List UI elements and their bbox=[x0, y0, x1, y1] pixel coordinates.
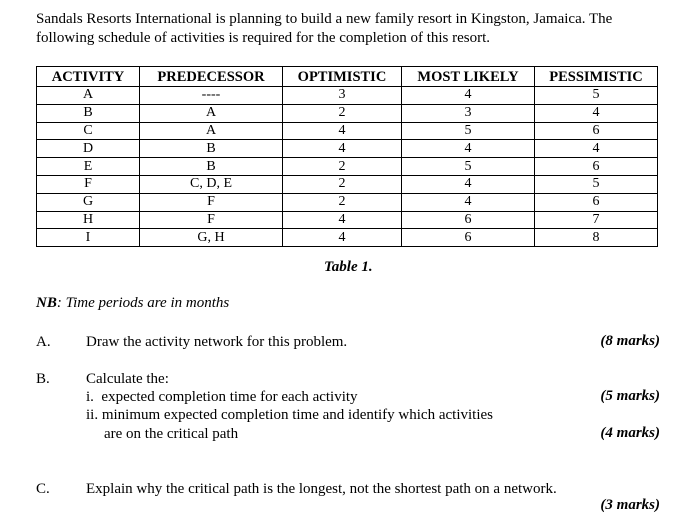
cell: 6 bbox=[535, 122, 658, 140]
cell: A bbox=[140, 104, 283, 122]
cell: H bbox=[37, 211, 140, 229]
question-a-text: Draw the activity network for this problem. bbox=[86, 334, 348, 350]
question-b-part-i: i. expected completion time for each activity bbox=[86, 389, 358, 405]
question-b-part-ii-line1: ii. minimum expected completion time and identify which activities bbox=[86, 407, 493, 423]
cell: 2 bbox=[283, 193, 402, 211]
cell: A bbox=[37, 87, 140, 105]
cell: 2 bbox=[283, 104, 402, 122]
table-row bbox=[37, 104, 658, 122]
table-row bbox=[37, 175, 658, 193]
question-b-text: Calculate the: bbox=[86, 371, 169, 387]
cell: G, H bbox=[140, 229, 283, 247]
question-b-ii-marks: (4 marks) bbox=[600, 425, 660, 441]
intro-paragraph: Sandals Resorts International is planning to build a new family resort in Kingston, Jamaica. The following schedule of activities is required for the completion of this resort. bbox=[36, 11, 613, 46]
cell: 6 bbox=[535, 158, 658, 176]
header-activity: ACTIVITY bbox=[37, 67, 140, 87]
cell: 4 bbox=[402, 140, 535, 158]
cell: 6 bbox=[402, 229, 535, 247]
note-label: NB bbox=[36, 295, 57, 311]
cell: 5 bbox=[402, 158, 535, 176]
table-row bbox=[37, 158, 658, 176]
question-b-letter: B. bbox=[36, 371, 50, 387]
note bbox=[36, 295, 229, 312]
header-most-likely: MOST LIKELY bbox=[402, 67, 535, 87]
cell: 2 bbox=[283, 175, 402, 193]
cell: 4 bbox=[402, 87, 535, 105]
cell: 6 bbox=[402, 211, 535, 229]
cell: 3 bbox=[402, 104, 535, 122]
cell: 4 bbox=[535, 104, 658, 122]
cell: 4 bbox=[283, 211, 402, 229]
cell: ---- bbox=[140, 87, 283, 105]
cell: D bbox=[37, 140, 140, 158]
header-pessimistic: PESSIMISTIC bbox=[535, 67, 658, 87]
table-row bbox=[37, 229, 658, 247]
cell: 5 bbox=[535, 87, 658, 105]
cell: 8 bbox=[535, 229, 658, 247]
cell: 6 bbox=[535, 193, 658, 211]
table-caption: Table 1. bbox=[324, 259, 373, 275]
cell: B bbox=[140, 158, 283, 176]
table-row bbox=[37, 140, 658, 158]
cell: 4 bbox=[283, 140, 402, 158]
question-b-part-ii-line2: are on the critical path bbox=[104, 426, 239, 442]
cell: F bbox=[37, 175, 140, 193]
question-a-marks: (8 marks) bbox=[600, 333, 660, 349]
cell: E bbox=[37, 158, 140, 176]
cell: F bbox=[140, 193, 283, 211]
cell: 2 bbox=[283, 158, 402, 176]
cell: G bbox=[37, 193, 140, 211]
table-header-row bbox=[37, 67, 658, 87]
question-b bbox=[36, 370, 616, 450]
cell: 7 bbox=[535, 211, 658, 229]
cell: 4 bbox=[535, 140, 658, 158]
cell: 5 bbox=[402, 122, 535, 140]
cell: B bbox=[37, 104, 140, 122]
cell: C, D, E bbox=[140, 175, 283, 193]
table-row bbox=[37, 211, 658, 229]
question-c-text: Explain why the critical path is the longest, not the shortest path on a network. bbox=[86, 481, 557, 497]
cell: 5 bbox=[535, 175, 658, 193]
cell: 4 bbox=[402, 175, 535, 193]
cell: C bbox=[37, 122, 140, 140]
cell: 4 bbox=[283, 229, 402, 247]
cell: 4 bbox=[402, 193, 535, 211]
question-b-i-marks: (5 marks) bbox=[600, 388, 660, 404]
cell: B bbox=[140, 140, 283, 158]
cell: 4 bbox=[283, 122, 402, 140]
cell: A bbox=[140, 122, 283, 140]
table-row bbox=[37, 122, 658, 140]
question-c-letter: C. bbox=[36, 481, 50, 497]
question-c-marks: (3 marks) bbox=[600, 497, 660, 513]
note-text: : Time periods are in months bbox=[56, 295, 230, 311]
header-predecessor: PREDECESSOR bbox=[140, 67, 283, 87]
table-row bbox=[37, 193, 658, 211]
cell: I bbox=[37, 229, 140, 247]
cell: F bbox=[140, 211, 283, 229]
table-row bbox=[37, 87, 658, 105]
question-a-letter: A. bbox=[36, 334, 51, 350]
activity-schedule-table bbox=[36, 66, 658, 247]
header-optimistic: OPTIMISTIC bbox=[283, 67, 402, 87]
cell: 3 bbox=[283, 87, 402, 105]
